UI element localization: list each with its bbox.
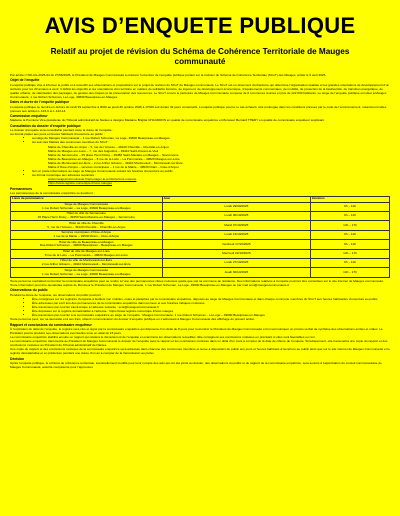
table-cell-horaire: 9h – 12h bbox=[311, 240, 390, 249]
lieu-line: Hôtel de ville de Sèvremoine bbox=[66, 211, 106, 216]
list-item: • Au format numérique aux adresses suivantes : bbox=[32, 173, 390, 177]
notice-subtitle: Relatif au projet de révision du Schéma de Cohérence Territoriale de Mauges communauté bbox=[50, 47, 350, 66]
list-item: • Être déposées sur le registre dématérialisé à l’adresse : https://www.registre-numerique.fr/scot-mauges bbox=[32, 309, 390, 313]
table-cell-jour: Mardi 07/10/2025 bbox=[162, 221, 311, 230]
list-item: • Être adressées par écrit lors des permanences de la commissaire enquêtrice dans les lieux et aux horaires indiqués ci-dessus. bbox=[32, 301, 390, 305]
table-cell-jour: Lundi 27/10/2025 bbox=[162, 259, 311, 268]
table-row bbox=[11, 202, 390, 211]
lieu-line: 25 Place Henri Doisy – 49450 Saint-Macaire-en-Mauges – Sèvremoine bbox=[37, 215, 135, 220]
lieu-line: Hôtel de ville de Beaupréau-en-Mauges bbox=[59, 239, 114, 244]
permanences-heading: Permanences bbox=[10, 186, 33, 191]
permanences-table-body bbox=[11, 202, 390, 277]
permanences-after: Toute personne souhaitant rencontrer la commissaire enquêtrice peut se rendre à l’une des permanences citées ci-dessus quelle que soit sa commune de résidence. Des informations relatives à l’enquête pourront être consultées sur le site internet de Mauges communauté. Toute information peut être demandée auprès de Monsieur le Président de Mauges Communauté, 1 rue Robert Schuman, La Loge, 49600 Beaupréau-en-Mauges ou par mail scot@maugescommunaute.fr. bbox=[10, 278, 384, 287]
list-item: • Être transmises par courrier à la commissaire enquêtrice au siège de l’enquête : Mauges Communauté, 1 rue Robert Schuman – La Loge – 49600 Beaupréau-en-Mauges bbox=[32, 313, 390, 317]
consultation-list bbox=[10, 136, 390, 144]
rapport-heading: Rapport et conclusions du commissaire enquêteur bbox=[10, 322, 92, 327]
list-item: • Sur un poste informatique au siège de Mauges Communauté suivant les horaires d’ouverture au public. bbox=[32, 169, 390, 173]
decision-text: Après l’enquête publique, le schéma de cohérence territoriale, éventuellement modifié pour tenir compte des avis qui ont été joints au dossier, des observations du public et du rapport de la commissaire enquêtrice, sera soumis à l’approbation du conseil communautaire de Mauges Communauté, autorité compétente pour l’approuver. bbox=[10, 361, 382, 370]
observations-line: Pendant la durée de l’enquête, les observations du public pourront : bbox=[10, 292, 103, 297]
table-cell-horaire: 14h – 17h bbox=[311, 249, 390, 258]
consultation-heading: Consultation du dossier d’enquête publique bbox=[10, 123, 81, 128]
lieu-line: 1 rue Robert Schuman – La Loge, 49600 Beaupréau-en-Mauges bbox=[42, 271, 131, 276]
permanences-line: Les permanences de la commissaire enquêtrice se tiendront : bbox=[10, 191, 95, 196]
lieu-line: 2 rue Arthur Gibouin – 49110 Montrevault – Montrevault-sur-Èvre bbox=[41, 262, 131, 267]
table-cell-jour: Mercredi 22/10/2025 bbox=[162, 249, 311, 258]
table-row bbox=[11, 268, 390, 277]
commission-heading: Commission enquêteur bbox=[10, 114, 48, 119]
rapport-text-1: À l’expiration du délai de l’enquête, le registre sera clos et signé par la commissaire enquêtrice qui disposera d’un délai de 8 jours pour rencontrer le Président de Mauges Communauté et lui communiquer un procès-verbal de synthèse des observations écrites et orales. Le Président pourra produire ses observations éventuelles sous un délai de 15 jours. bbox=[10, 326, 383, 335]
table-cell-jour: Vendredi 17/10/2025 bbox=[162, 240, 311, 249]
mairie-item: Mairie de Sèvremoine – 25 place Henri Doisy – 49450 Saint-Macaire-en-Mauges – Sèvremoine bbox=[48, 152, 179, 157]
consultation-line-2: Au format papier aux jours et heures habituels d’ouverture au public : bbox=[10, 132, 105, 137]
table-cell-lieu bbox=[11, 212, 163, 221]
mairie-item: Mairie de Montrevault-sur-Èvre – 2 rue Arthur Gibouin – 49110 Montrevault – Montrevault-sur-Èvre bbox=[48, 160, 183, 165]
dates-heading: Dates et durée de l’enquête publique bbox=[10, 100, 70, 105]
link-text[interactable]: www.maugescommunaute.fr/amenager-le-territoire/scot-enquete bbox=[48, 177, 137, 182]
table-row bbox=[11, 221, 390, 230]
mairie-item: Mairie d’Orée-d’Anjou – services municipaux – 1 rue de la Mairie – 49530 Drain – Orée-d’Anjou bbox=[48, 164, 179, 169]
lieu-line: Hôtel de ville de Montrevault-sur-Èvre bbox=[60, 258, 113, 263]
table-cell-horaire: 14h – 17h bbox=[311, 221, 390, 230]
rapport-text-2: La commissaire enquêtrice établira ensuite un rapport qui relatera le déroulement de l’enquête et examinera les observations recueillies. Elle consignera ses conclusions motivées en précisant si elles sont favorables ou non. bbox=[10, 335, 316, 340]
table-header: Jour bbox=[162, 197, 311, 203]
list-item: • Au sein des Mairies des communes membres du SCoT : bbox=[32, 140, 390, 144]
lieu-line: Siège de Mauges Communauté bbox=[64, 267, 109, 272]
list-item: • Être consignées sur les registres d’enquête à feuillets non mobiles, cotés et paraphés par la commissaire enquêtrice, déposés au siège de Mauges Communauté et dans chaque commune membres du SCoT aux heures habituelles d’ouverture au public. bbox=[32, 297, 390, 301]
table-cell-horaire: 14h – 17h bbox=[311, 268, 390, 277]
mairie-item: Mairie de Mauges-sur-Loire – 7, rue des Augustins – 49410 Saint-Florent-le-Vieil bbox=[48, 148, 159, 153]
list-item: • Être transmises par courrier électronique à l’adresse suivante : scot@maugescommunaute.fr bbox=[32, 305, 390, 309]
lieu-line: 1 rue de la Mairie – 49530 Drain – Orée-d’Anjou bbox=[53, 234, 120, 239]
consultation-list-2 bbox=[10, 169, 390, 177]
mairie-list bbox=[10, 145, 390, 170]
table-header: Horaires bbox=[311, 197, 390, 203]
permanences-table bbox=[10, 196, 390, 278]
mairie-item: Mairie de Chemillé-en-Anjou – 5, rue de l’Arceau – 49120 Chemillé – Chemillé-en-Anjou bbox=[48, 144, 169, 149]
observations-after: Toute personne peut, sur sa demande et à ses frais, obtenir communication du dossier d’enquête publique en s’adressant à Mauges Communauté dès affichage du présent arrêté. bbox=[10, 317, 255, 322]
lieu-line: Services municipaux d’Orée-d’Anjou bbox=[61, 230, 112, 235]
table-cell-lieu bbox=[11, 202, 163, 211]
lieu-line: 5, rue de l’Arceau – 49120 Chemillé – Chemillé-en-Anjou bbox=[47, 224, 126, 229]
rapport-text-4: Une copie du rapport et des conclusions motivées de la commissaire enquêtrice sera adressée dans chacune des communes membres et tenue à disposition du public aux jours et heures habituels d’ouverture au public ainsi que sur le site internet de Mauges Communauté et le registre dématérialisé et en préfecture pendant une durée d’un an à compter de la transmission au préfet. bbox=[10, 347, 390, 356]
dates-text: L’enquête publique se tiendra en dehors du lundi 29 septembre à 9h00 au jeudi 30 octobre 2025 à 17h00 soit durant 32 jours consécutifs. L’enquête publique pourra, le cas échéant, être prolongée dans les conditions prévues par le code de l’environnement, notamment celles prévues aux articles L.123-9 et L.123-14. bbox=[10, 104, 387, 113]
lieu-line: Siège de Mauges Communauté bbox=[64, 201, 109, 206]
table-cell-horaire: 9h – 12h bbox=[311, 259, 390, 268]
table-row bbox=[11, 230, 390, 239]
table-header: Lieux de permanence bbox=[11, 197, 163, 203]
mairie-item: Mairie de Beaupréau-en-Mauges – 8 rue de la Loire – La Pommeraie – 49620 Mauges-sur-Loire bbox=[48, 156, 180, 161]
table-row bbox=[11, 259, 390, 268]
table-cell-horaire: 9h – 12h bbox=[311, 212, 390, 221]
link-text[interactable]: https://www.registre-numerique.fr/scot-mauges bbox=[48, 181, 112, 186]
list-item: • au siège de Mauges Communauté – 1 rue Robert Schuman, La Loge, 49600 Beaupréau-en-Mauges. bbox=[32, 136, 390, 140]
table-cell-lieu bbox=[11, 230, 163, 239]
table-cell-lieu bbox=[11, 259, 163, 268]
link-registre[interactable] bbox=[10, 181, 390, 185]
table-cell-horaire: 9h – 12h bbox=[311, 230, 390, 239]
table-row bbox=[11, 212, 390, 221]
observations-heading: Observations du public bbox=[10, 288, 48, 293]
table-cell-jour: Lundi 06/10/2025 bbox=[162, 212, 311, 221]
consultation-line-1: Le dossier d’enquête sera consultable pendant toute la durée de l’enquête : bbox=[10, 128, 114, 133]
intro-paragraph: Par arrêté n°AR-AG-2025-04 du 27/06/2025, le Président de Mauges Communauté a ordonné l’ouverture de l’enquête publique portant sur la révision du Schéma de Cohérence Territoriale (SCoT) des Mauges, arrêté le 9 avril 2025. bbox=[10, 73, 327, 77]
lieu-line: 1 rue Robert Schuman – La Loge, 49600 Beaupréau-en-Mauges bbox=[42, 205, 131, 210]
table-row bbox=[11, 240, 390, 249]
commission-text: Madame la Première Vice-présidente du Tribunal administratif de Nantes a désigné Madame Brigitte CHAUDRON en qualité de commissaire enquêtrice et Monsieur Bernard THERY en qualité de commissaire enquêteur suppléant. bbox=[10, 118, 325, 123]
table-cell-lieu bbox=[11, 268, 163, 277]
notice-title: AVIS D’ENQUETE PUBLIQUE bbox=[44, 13, 356, 38]
table-cell-jour: Jeudi 30/10/2025 bbox=[162, 268, 311, 277]
lieu-line: Rue Robert Schuman – 49600 Beaupréau – Beaupréau-en-Mauges bbox=[39, 243, 133, 248]
table-cell-lieu bbox=[11, 221, 163, 230]
decision-heading: Décision bbox=[10, 356, 25, 361]
table-cell-horaire: 9h – 12h bbox=[311, 202, 390, 211]
lieu-line: 8 rue de la Loire – La Pommeraie – 49620 Mauges-sur-Loire bbox=[44, 252, 128, 257]
table-cell-lieu bbox=[11, 240, 163, 249]
table-cell-jour: Lundi 29/09/2025 bbox=[162, 202, 311, 211]
table-cell-jour: Lundi 13/10/2025 bbox=[162, 230, 311, 239]
objet-heading: Objet de l’enquête bbox=[10, 78, 40, 83]
rapport-text-3: La commissaire enquêtrice transmettra au Président de Mauges Communauté le dossier de l’enquête avec le rapport et les conclusions motivées dans un délai d’un mois à compter de la date de clôture de l’enquête. Simultanément, elle transmettra une copie du rapport et des conclusions motivées au Président du Tribunal administratif de Nantes. bbox=[10, 339, 388, 348]
lieu-line: Hôtel de ville de Mauges-sur-Loire bbox=[62, 248, 110, 253]
lieu-line: Hôtel de ville de Chemillé bbox=[68, 220, 104, 225]
objet-text: L’enquête publique vise à informer le public et à recueillir ses observations et propositions sur le projet de révision du SCoT de Mauges communauté. Le SCoT est un document d’urbanisme qui détermine l’organisation spatiale et les grandes orientations de développement d’un territoire pour les 20 années à venir. Il définit les objectifs et les orientations d’un territoire en matière de solidarité foncière, de logement, de développement économique, d’équipements commerciaux, de mobilité, de protection de la biodiversité, de transition énergétique, de qualité urbaine, de valorisation des paysages, de gestion des risques et de préservation des ressources. Le SCoT couvre le périmètre de Mauges Communauté composé de 6 communes réunies et plus de 122 000 habitants. Le siège de l’enquête publique est situé à Mauges Communauté, 1 rue Robert Schuman, La Loge, 49600 Beaupréau-en-Mauges. bbox=[10, 82, 390, 99]
observations-list bbox=[10, 297, 390, 317]
